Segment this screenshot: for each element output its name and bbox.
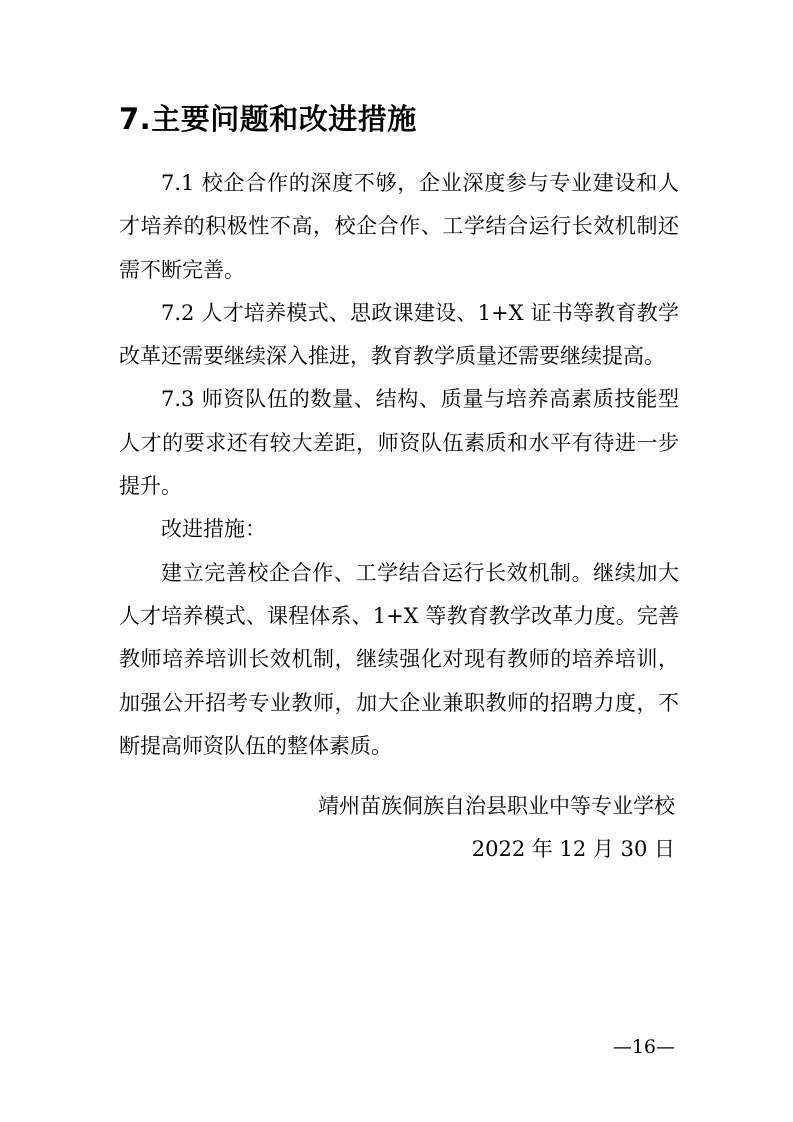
paragraph-measures-label: 改进措施：: [161, 517, 266, 542]
paragraph-issue-7-1: 7.1 校企合作的深度不够，企业深度参与专业建设和人才培养的积极性不高，校企合作、工学结合运行长效机制还需不断完善。: [119, 171, 679, 282]
section-heading: 7.主要问题和改进措施: [119, 102, 417, 136]
signature-block: [318, 785, 675, 872]
paragraph-issue-7-2: 7.2 人才培养模式、思政课建设、1+X 证书等教育教学改革还需要继续深入推进，教育教学质量还需要继续提高。: [119, 300, 679, 369]
paragraph-measures: 建立完善校企合作、工学结合运行长效机制。继续加大人才培养模式、课程体系、1+X 等教育教学改革力度。完善教师培养培训长效机制，继续强化对现有教师的培养培训，加强公开招考专业教师，加大企业兼职教师的招聘力度，不断提高师资队伍的整体素质。: [119, 560, 679, 758]
signature-organization: 靖州苗族侗族自治县职业中等专业学校: [318, 794, 675, 818]
page-number: —16—: [612, 1036, 675, 1058]
paragraph-issue-7-3: 7.3 师资队伍的数量、结构、质量与培养高素质技能型人才的要求还有较大差距，师资队伍素质和水平有待进一步提升。: [119, 387, 679, 499]
signature-date: 2022 年 12 月 30 日: [471, 837, 675, 862]
body-text: [119, 162, 679, 768]
